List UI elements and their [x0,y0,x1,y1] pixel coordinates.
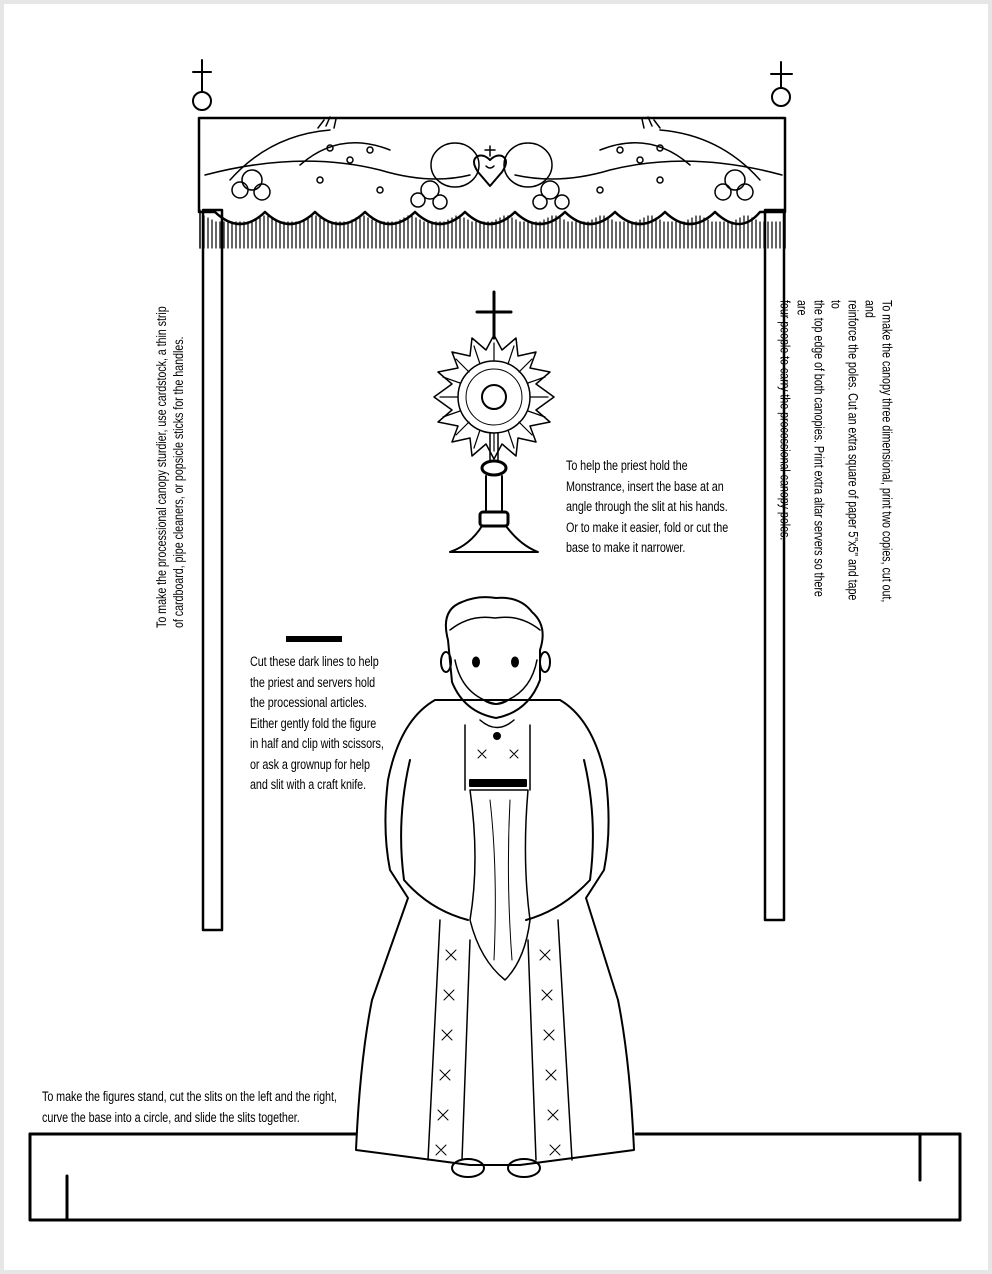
instruction-stand: To make the figures stand, cut the slits on the left and the right, curve the base into a circle, and slide the slits together. [42,1089,337,1125]
canopy-left-pole [193,60,222,930]
canopy-valance [199,117,785,248]
monstrance [434,292,554,552]
orphrey-pattern [436,750,560,1155]
instruction-canopy-3d: To make the canopy three dimensional, print two copies, cut out, and reinforce the poles. Cut an extra square of paper 5"x5" and tape to the top edge of both canopies. Print extra altar servers so there are four people to carry the processional canopy poles. [777,300,895,603]
stand-base [30,1134,960,1220]
instruction-monstrance: To help the priest hold the Monstrance, insert the base at an angle through the slit at his hands. Or to make it easier, fold or cut the base to make it narrower. [566,458,729,555]
canopy-garland [205,117,782,209]
instruction-canopy-sturdier: To make the processional canopy sturdier, use cardstock, a thin strip of cardboard, pipe cleaners, or popsicle sticks for the handles. [154,306,186,628]
cut-line-sample [286,636,342,642]
canopy-fringe [204,216,780,248]
instruction-cut-lines: Cut these dark lines to help the priest and servers hold the processional articles. Either gently fold the figure in half and clip with scissors, or ask a grownup for help and slit with a craft knife. [250,654,384,792]
